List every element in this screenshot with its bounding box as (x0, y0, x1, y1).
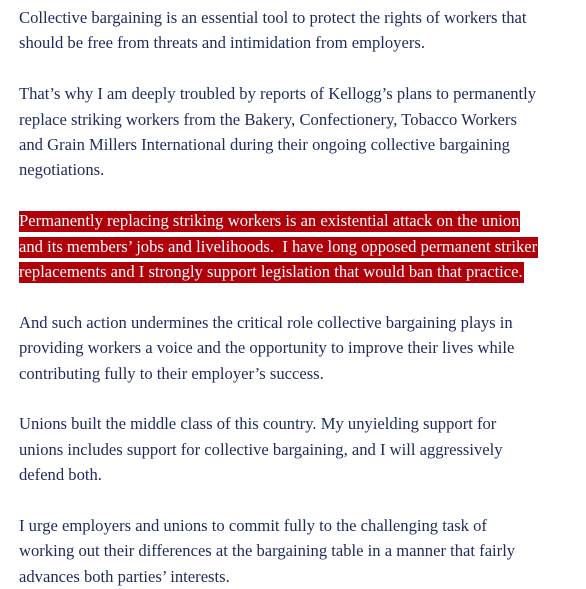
paragraph-1 (19, 5, 581, 56)
paragraph-6-line-3: advances both parties’ interests. (19, 566, 230, 586)
paragraph-2-line-3: and Grain Millers International during their ongoing collective bargaining (19, 135, 510, 155)
paragraph-1-line-2: should be free from threats and intimidation from employers. (19, 33, 425, 53)
highlighted-line-2: and its members’ jobs and livelihoods. I have long opposed permanent striker (19, 236, 538, 256)
paragraph-5 (19, 411, 581, 487)
paragraph-2 (19, 81, 581, 183)
paragraph-2-line-4: negotiations. (19, 160, 105, 180)
statement-body (19, 5, 581, 589)
highlighted-paragraph (19, 208, 581, 284)
paragraph-5-line-1: Unions built the middle class of this country. My unyielding support for (19, 414, 497, 434)
paragraph-2-line-1: That’s why I am deeply troubled by reports of Kellogg’s plans to permanently (19, 84, 537, 104)
paragraph-6-line-1: I urge employers and unions to commit fully to the challenging task of (19, 516, 487, 536)
paragraph-5-line-2: unions includes support for collective bargaining, and I will aggressively (19, 439, 503, 459)
paragraph-4-line-2: providing workers a voice and the opportunity to improve their lives while (19, 338, 515, 358)
paragraph-4-line-1: And such action undermines the critical role collective bargaining plays in (19, 312, 513, 332)
paragraph-4-line-3: contributing fully to their employer’s success. (19, 363, 324, 383)
highlighted-line-1: Permanently replacing striking workers is an existential attack on the union (19, 211, 520, 231)
paragraph-2-line-2: replace striking workers from the Bakery, Confectionery, Tobacco Workers (19, 109, 517, 129)
paragraph-1-line-1: Collective bargaining is an essential tool to protect the rights of workers that (19, 8, 527, 27)
paragraph-4 (19, 310, 581, 386)
highlighted-line-3: replacements and I strongly support legislation that would ban that practice. (19, 262, 523, 282)
paragraph-5-line-3: defend both. (19, 465, 102, 485)
paragraph-6-line-2: working out their differences at the bargaining table in a manner that fairly (19, 541, 516, 561)
paragraph-6 (19, 513, 581, 589)
